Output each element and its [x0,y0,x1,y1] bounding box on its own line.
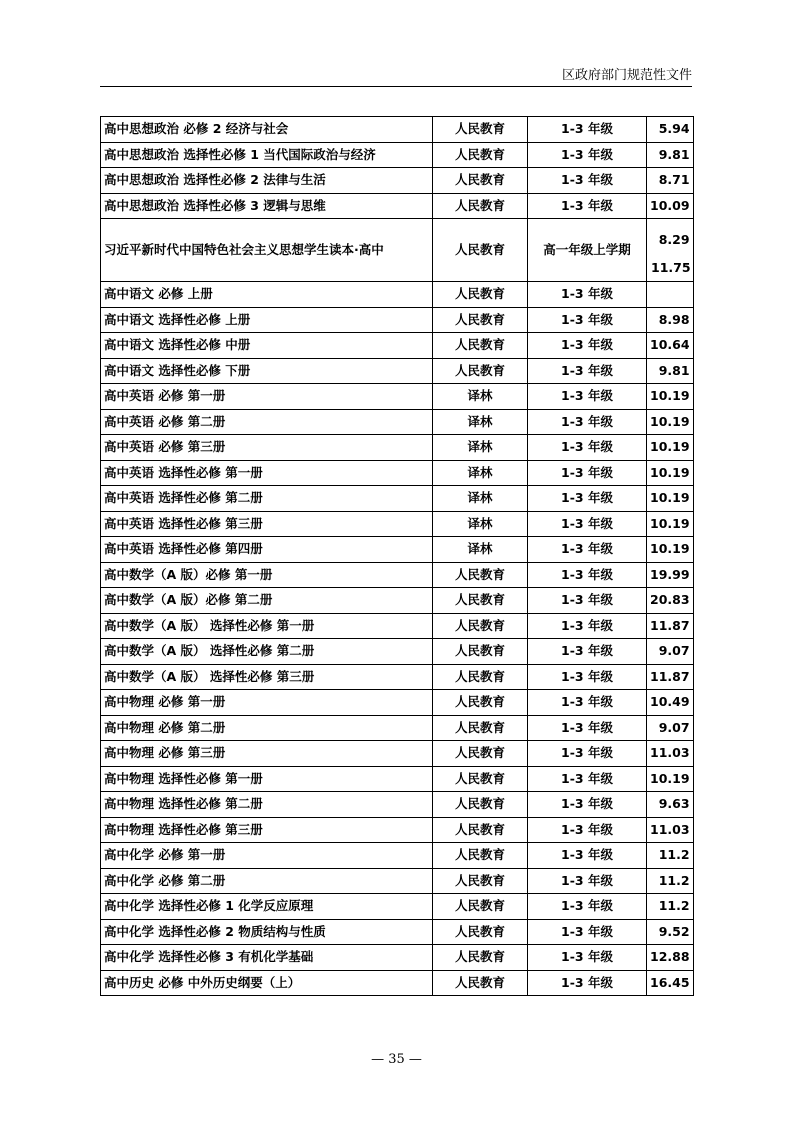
book-name-cell: 高中思想政治 必修 2 经济与社会 [101,117,433,143]
table-row [101,537,694,563]
grade-cell: 1-3 年级 [528,945,647,971]
grade-cell: 1-3 年级 [528,193,647,219]
table-row [101,741,694,767]
table-row [101,193,694,219]
book-name-cell: 高中数学（A 版） 选择性必修 第二册 [101,639,433,665]
table-row [101,307,694,333]
publisher-cell: 人民教育 [433,142,528,168]
grade-cell: 1-3 年级 [528,142,647,168]
table-row [101,664,694,690]
price-cell: 20.83 [647,588,694,614]
book-name-cell: 高中语文 选择性必修 中册 [101,333,433,359]
publisher-cell: 人民教育 [433,168,528,194]
table-row [101,919,694,945]
publisher-cell: 人民教育 [433,664,528,690]
grade-cell: 1-3 年级 [528,741,647,767]
book-name-cell: 高中思想政治 选择性必修 3 逻辑与思维 [101,193,433,219]
price-cell: 9.52 [647,919,694,945]
grade-cell: 1-3 年级 [528,511,647,537]
book-name-cell: 高中历史 必修 中外历史纲要（上） [101,970,433,996]
price-cell: 9.07 [647,639,694,665]
document-header [100,68,692,87]
grade-cell: 1-3 年级 [528,435,647,461]
book-name-cell: 高中数学（A 版）必修 第一册 [101,562,433,588]
price-cell: 10.19 [647,435,694,461]
price-cell: 10.19 [647,537,694,563]
grade-cell: 1-3 年级 [528,843,647,869]
price-cell: 10.09 [647,193,694,219]
price-extra: 11.75 [651,260,691,275]
grade-cell: 1-3 年级 [528,486,647,512]
publisher-cell: 人民教育 [433,843,528,869]
book-name-cell: 高中英语 选择性必修 第四册 [101,537,433,563]
publisher-cell: 人民教育 [433,894,528,920]
book-name-cell: 高中物理 选择性必修 第三册 [101,817,433,843]
textbook-table [100,116,694,996]
book-name-cell: 高中化学 选择性必修 3 有机化学基础 [101,945,433,971]
publisher-cell: 人民教育 [433,639,528,665]
book-name-cell: 高中思想政治 选择性必修 1 当代国际政治与经济 [101,142,433,168]
table-row [101,409,694,435]
grade-cell: 1-3 年级 [528,766,647,792]
page-number: — 35 — [371,1052,422,1067]
table-row [101,168,694,194]
book-name-cell: 高中物理 选择性必修 第二册 [101,792,433,818]
table-row [101,715,694,741]
price-cell: 12.88 [647,945,694,971]
table-row [101,142,694,168]
price-cell: 9.07 [647,715,694,741]
publisher-cell: 译林 [433,511,528,537]
publisher-cell: 人民教育 [433,358,528,384]
grade-cell: 1-3 年级 [528,613,647,639]
book-name-cell: 高中化学 必修 第一册 [101,843,433,869]
table-row [101,117,694,143]
publisher-cell: 译林 [433,384,528,410]
grade-cell: 1-3 年级 [528,282,647,308]
table-row [101,219,694,282]
table-row [101,460,694,486]
publisher-cell: 人民教育 [433,219,528,282]
table-row [101,894,694,920]
price-cell: 19.99 [647,562,694,588]
publisher-cell: 人民教育 [433,193,528,219]
price-cell [647,282,694,308]
grade-cell: 1-3 年级 [528,307,647,333]
grade-cell: 1-3 年级 [528,715,647,741]
book-name-cell: 高中英语 必修 第三册 [101,435,433,461]
price-cell: 9.81 [647,358,694,384]
table-row [101,562,694,588]
price-cell: 9.63 [647,792,694,818]
grade-cell: 1-3 年级 [528,868,647,894]
price-cell: 11.03 [647,817,694,843]
grade-cell: 1-3 年级 [528,333,647,359]
publisher-cell: 人民教育 [433,817,528,843]
grade-cell: 1-3 年级 [528,358,647,384]
publisher-cell: 人民教育 [433,970,528,996]
book-name-cell: 高中化学 选择性必修 1 化学反应原理 [101,894,433,920]
publisher-cell: 译林 [433,537,528,563]
price-cell: 11.2 [647,843,694,869]
price-cell: 10.49 [647,690,694,716]
price-cell: 5.94 [647,117,694,143]
grade-cell: 1-3 年级 [528,588,647,614]
table-row [101,486,694,512]
book-name-cell: 高中数学（A 版）必修 第二册 [101,588,433,614]
grade-cell: 1-3 年级 [528,537,647,563]
book-name-cell: 高中物理 选择性必修 第一册 [101,766,433,792]
book-name-cell: 高中思想政治 选择性必修 2 法律与生活 [101,168,433,194]
grade-cell: 1-3 年级 [528,384,647,410]
table-row [101,766,694,792]
price-cell: 11.87 [647,664,694,690]
table-row [101,868,694,894]
publisher-cell: 译林 [433,435,528,461]
book-name-cell: 高中化学 选择性必修 2 物质结构与性质 [101,919,433,945]
grade-cell: 1-3 年级 [528,664,647,690]
book-name-cell: 习近平新时代中国特色社会主义思想学生读本·高中 [101,219,433,282]
price-cell: 11.2 [647,868,694,894]
grade-cell: 高一年级上学期 [528,219,647,282]
book-name-cell: 高中物理 必修 第二册 [101,715,433,741]
publisher-cell: 人民教育 [433,333,528,359]
book-name-cell: 高中英语 选择性必修 第二册 [101,486,433,512]
table-row [101,613,694,639]
publisher-cell: 人民教育 [433,792,528,818]
price-cell: 10.19 [647,511,694,537]
publisher-cell: 译林 [433,409,528,435]
book-name-cell: 高中物理 必修 第三册 [101,741,433,767]
publisher-cell: 人民教育 [433,117,528,143]
publisher-cell: 人民教育 [433,945,528,971]
grade-cell: 1-3 年级 [528,817,647,843]
table-row [101,511,694,537]
grade-cell: 1-3 年级 [528,639,647,665]
grade-cell: 1-3 年级 [528,919,647,945]
table-row [101,792,694,818]
publisher-cell: 人民教育 [433,741,528,767]
book-name-cell: 高中数学（A 版） 选择性必修 第一册 [101,613,433,639]
textbook-table-body [101,117,694,996]
table-row [101,588,694,614]
publisher-cell: 人民教育 [433,715,528,741]
table-row [101,639,694,665]
book-name-cell: 高中英语 选择性必修 第三册 [101,511,433,537]
publisher-cell: 人民教育 [433,868,528,894]
publisher-cell: 人民教育 [433,588,528,614]
publisher-cell: 人民教育 [433,307,528,333]
table-row [101,333,694,359]
table-row [101,945,694,971]
grade-cell: 1-3 年级 [528,970,647,996]
publisher-cell: 人民教育 [433,766,528,792]
price-cell: 8.29 11.75 [647,219,694,282]
book-name-cell: 高中化学 必修 第二册 [101,868,433,894]
grade-cell: 1-3 年级 [528,460,647,486]
publisher-cell: 人民教育 [433,282,528,308]
publisher-cell: 人民教育 [433,613,528,639]
price-cell: 10.64 [647,333,694,359]
book-name-cell: 高中英语 必修 第一册 [101,384,433,410]
publisher-cell: 人民教育 [433,690,528,716]
price-cell: 10.19 [647,384,694,410]
price-cell: 16.45 [647,970,694,996]
table-row [101,817,694,843]
grade-cell: 1-3 年级 [528,117,647,143]
price-cell: 11.03 [647,741,694,767]
table-row [101,435,694,461]
price-cell: 10.19 [647,766,694,792]
price-cell: 9.81 [647,142,694,168]
publisher-cell: 译林 [433,460,528,486]
grade-cell: 1-3 年级 [528,690,647,716]
publisher-cell: 人民教育 [433,919,528,945]
header-title: 区政府部门规范性文件 [561,68,692,83]
price-cell: 11.2 [647,894,694,920]
grade-cell: 1-3 年级 [528,894,647,920]
price-cell: 10.19 [647,409,694,435]
table-row [101,970,694,996]
price-cell: 8.98 [647,307,694,333]
table-row [101,843,694,869]
publisher-cell: 译林 [433,486,528,512]
price-cell: 10.19 [647,460,694,486]
grade-cell: 1-3 年级 [528,168,647,194]
book-name-cell: 高中英语 选择性必修 第一册 [101,460,433,486]
price-cell: 8.71 [647,168,694,194]
grade-cell: 1-3 年级 [528,409,647,435]
book-name-cell: 高中语文 选择性必修 上册 [101,307,433,333]
table-row [101,282,694,308]
book-name-cell: 高中英语 必修 第二册 [101,409,433,435]
grade-cell: 1-3 年级 [528,792,647,818]
grade-cell: 1-3 年级 [528,562,647,588]
price-cell: 11.87 [647,613,694,639]
book-name-cell: 高中语文 选择性必修 下册 [101,358,433,384]
table-row [101,358,694,384]
table-row [101,690,694,716]
book-name-cell: 高中语文 必修 上册 [101,282,433,308]
table-row [101,384,694,410]
price-cell: 10.19 [647,486,694,512]
book-name-cell: 高中物理 必修 第一册 [101,690,433,716]
book-name-cell: 高中数学（A 版） 选择性必修 第三册 [101,664,433,690]
publisher-cell: 人民教育 [433,562,528,588]
